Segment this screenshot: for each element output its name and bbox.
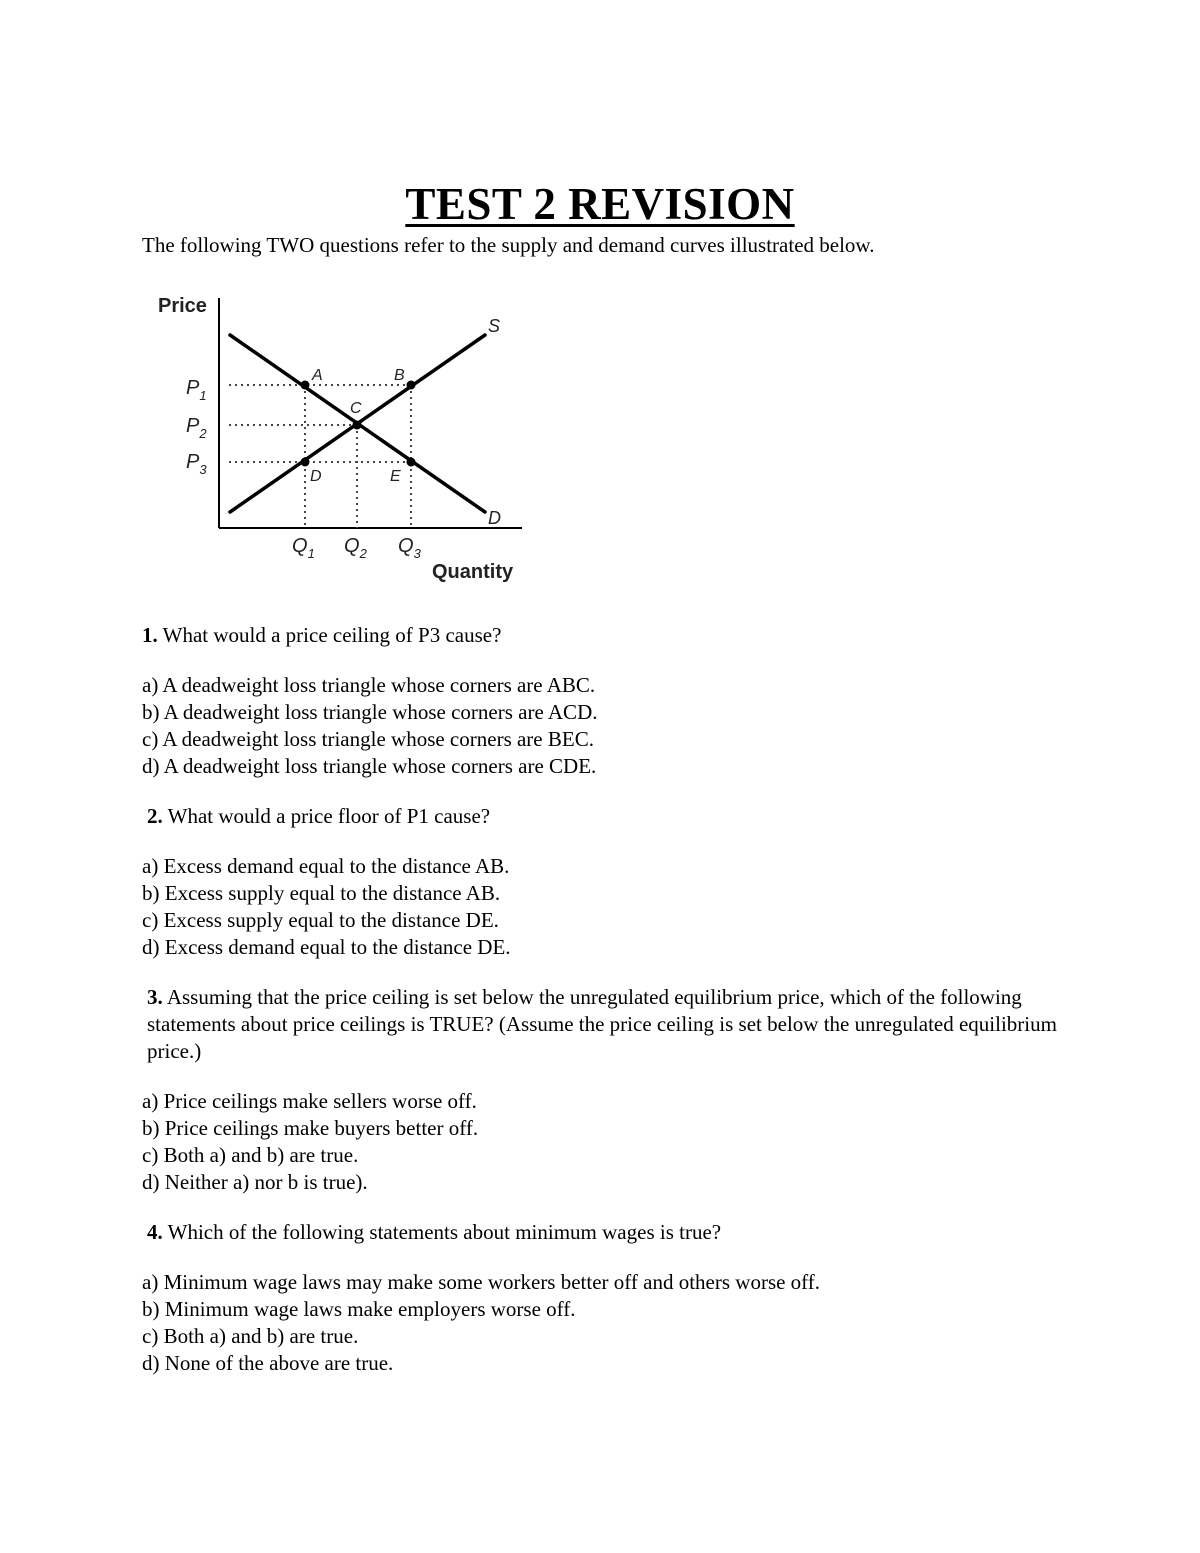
question-1 bbox=[142, 622, 1062, 780]
question-text: 4. Which of the following statements about minimum wages is true? bbox=[147, 1220, 722, 1244]
option-list bbox=[142, 672, 1062, 780]
option-a: a) A deadweight loss triangle whose corners are ABC. bbox=[142, 673, 596, 697]
option-c: c) Both a) and b) are true. bbox=[142, 1143, 359, 1167]
question-list bbox=[142, 622, 1062, 1400]
page-title: TEST 2 REVISION bbox=[405, 179, 795, 229]
point-d bbox=[301, 458, 310, 467]
point-b bbox=[407, 381, 416, 390]
quantity-axis-label: Quantity bbox=[432, 561, 514, 583]
question-number: 4. bbox=[147, 1220, 163, 1244]
point-b-label: B bbox=[394, 367, 405, 384]
point-c-label: C bbox=[350, 400, 362, 417]
q3-label: $Q_3$ bbox=[398, 535, 421, 561]
question-number: 3. bbox=[147, 985, 163, 1009]
p1-label: $P_1$ bbox=[186, 377, 207, 403]
option-b: b) Excess supply equal to the distance AB. bbox=[142, 881, 501, 905]
demand-curve-label: D bbox=[488, 508, 501, 528]
option-a: a) Excess demand equal to the distance AB. bbox=[142, 854, 510, 878]
point-a bbox=[301, 381, 310, 390]
option-c: c) Excess supply equal to the distance DE. bbox=[142, 908, 499, 932]
question-number: 2. bbox=[147, 804, 163, 828]
option-a: a) Minimum wage laws may make some workers better off and others worse off. bbox=[142, 1270, 821, 1294]
p3-label: $P_3$ bbox=[186, 451, 207, 477]
point-a-label: A bbox=[312, 367, 323, 384]
question-number: 1. bbox=[142, 623, 158, 647]
point-e-label: E bbox=[390, 468, 401, 485]
question-text: 3. Assuming that the price ceiling is set below the unregulated equilibrium price, which of the following statements about price ceilings is TRUE? (Assume the price ceiling is set below the unregulated equilibrium price.) bbox=[147, 985, 1057, 1063]
q2-label: $Q_2$ bbox=[344, 535, 367, 561]
question-3 bbox=[142, 984, 1062, 1196]
price-axis-label: Price bbox=[158, 295, 207, 317]
question-2 bbox=[142, 803, 1062, 961]
option-b: b) A deadweight loss triangle whose corners are ACD. bbox=[142, 700, 598, 724]
point-c bbox=[353, 421, 362, 430]
question-text: 1. What would a price ceiling of P3 cause? bbox=[142, 623, 502, 647]
intro-text: The following TWO questions refer to the supply and demand curves illustrated below. bbox=[142, 233, 875, 257]
option-list bbox=[142, 1088, 1062, 1196]
option-d: d) Excess demand equal to the distance DE. bbox=[142, 935, 511, 959]
option-list bbox=[142, 1269, 1062, 1377]
option-list bbox=[142, 853, 1062, 961]
supply-demand-graph bbox=[150, 290, 540, 595]
option-c: c) Both a) and b) are true. bbox=[142, 1324, 359, 1348]
option-d: d) A deadweight loss triangle whose corners are CDE. bbox=[142, 754, 597, 778]
option-c: c) A deadweight loss triangle whose corners are BEC. bbox=[142, 727, 594, 751]
q1-label: $Q_1$ bbox=[292, 535, 315, 561]
supply-curve-label: S bbox=[488, 316, 501, 336]
p2-label: $P_2$ bbox=[186, 415, 207, 441]
option-d: d) None of the above are true. bbox=[142, 1351, 394, 1375]
question-4 bbox=[142, 1219, 1062, 1377]
option-d: d) Neither a) nor b is true). bbox=[142, 1170, 368, 1194]
option-b: b) Minimum wage laws make employers worse off. bbox=[142, 1297, 576, 1321]
option-b: b) Price ceilings make buyers better off. bbox=[142, 1116, 479, 1140]
option-a: a) Price ceilings make sellers worse off. bbox=[142, 1089, 477, 1113]
point-d-label: D bbox=[310, 468, 322, 485]
question-text: 2. What would a price floor of P1 cause? bbox=[147, 804, 491, 828]
point-e bbox=[407, 458, 416, 467]
